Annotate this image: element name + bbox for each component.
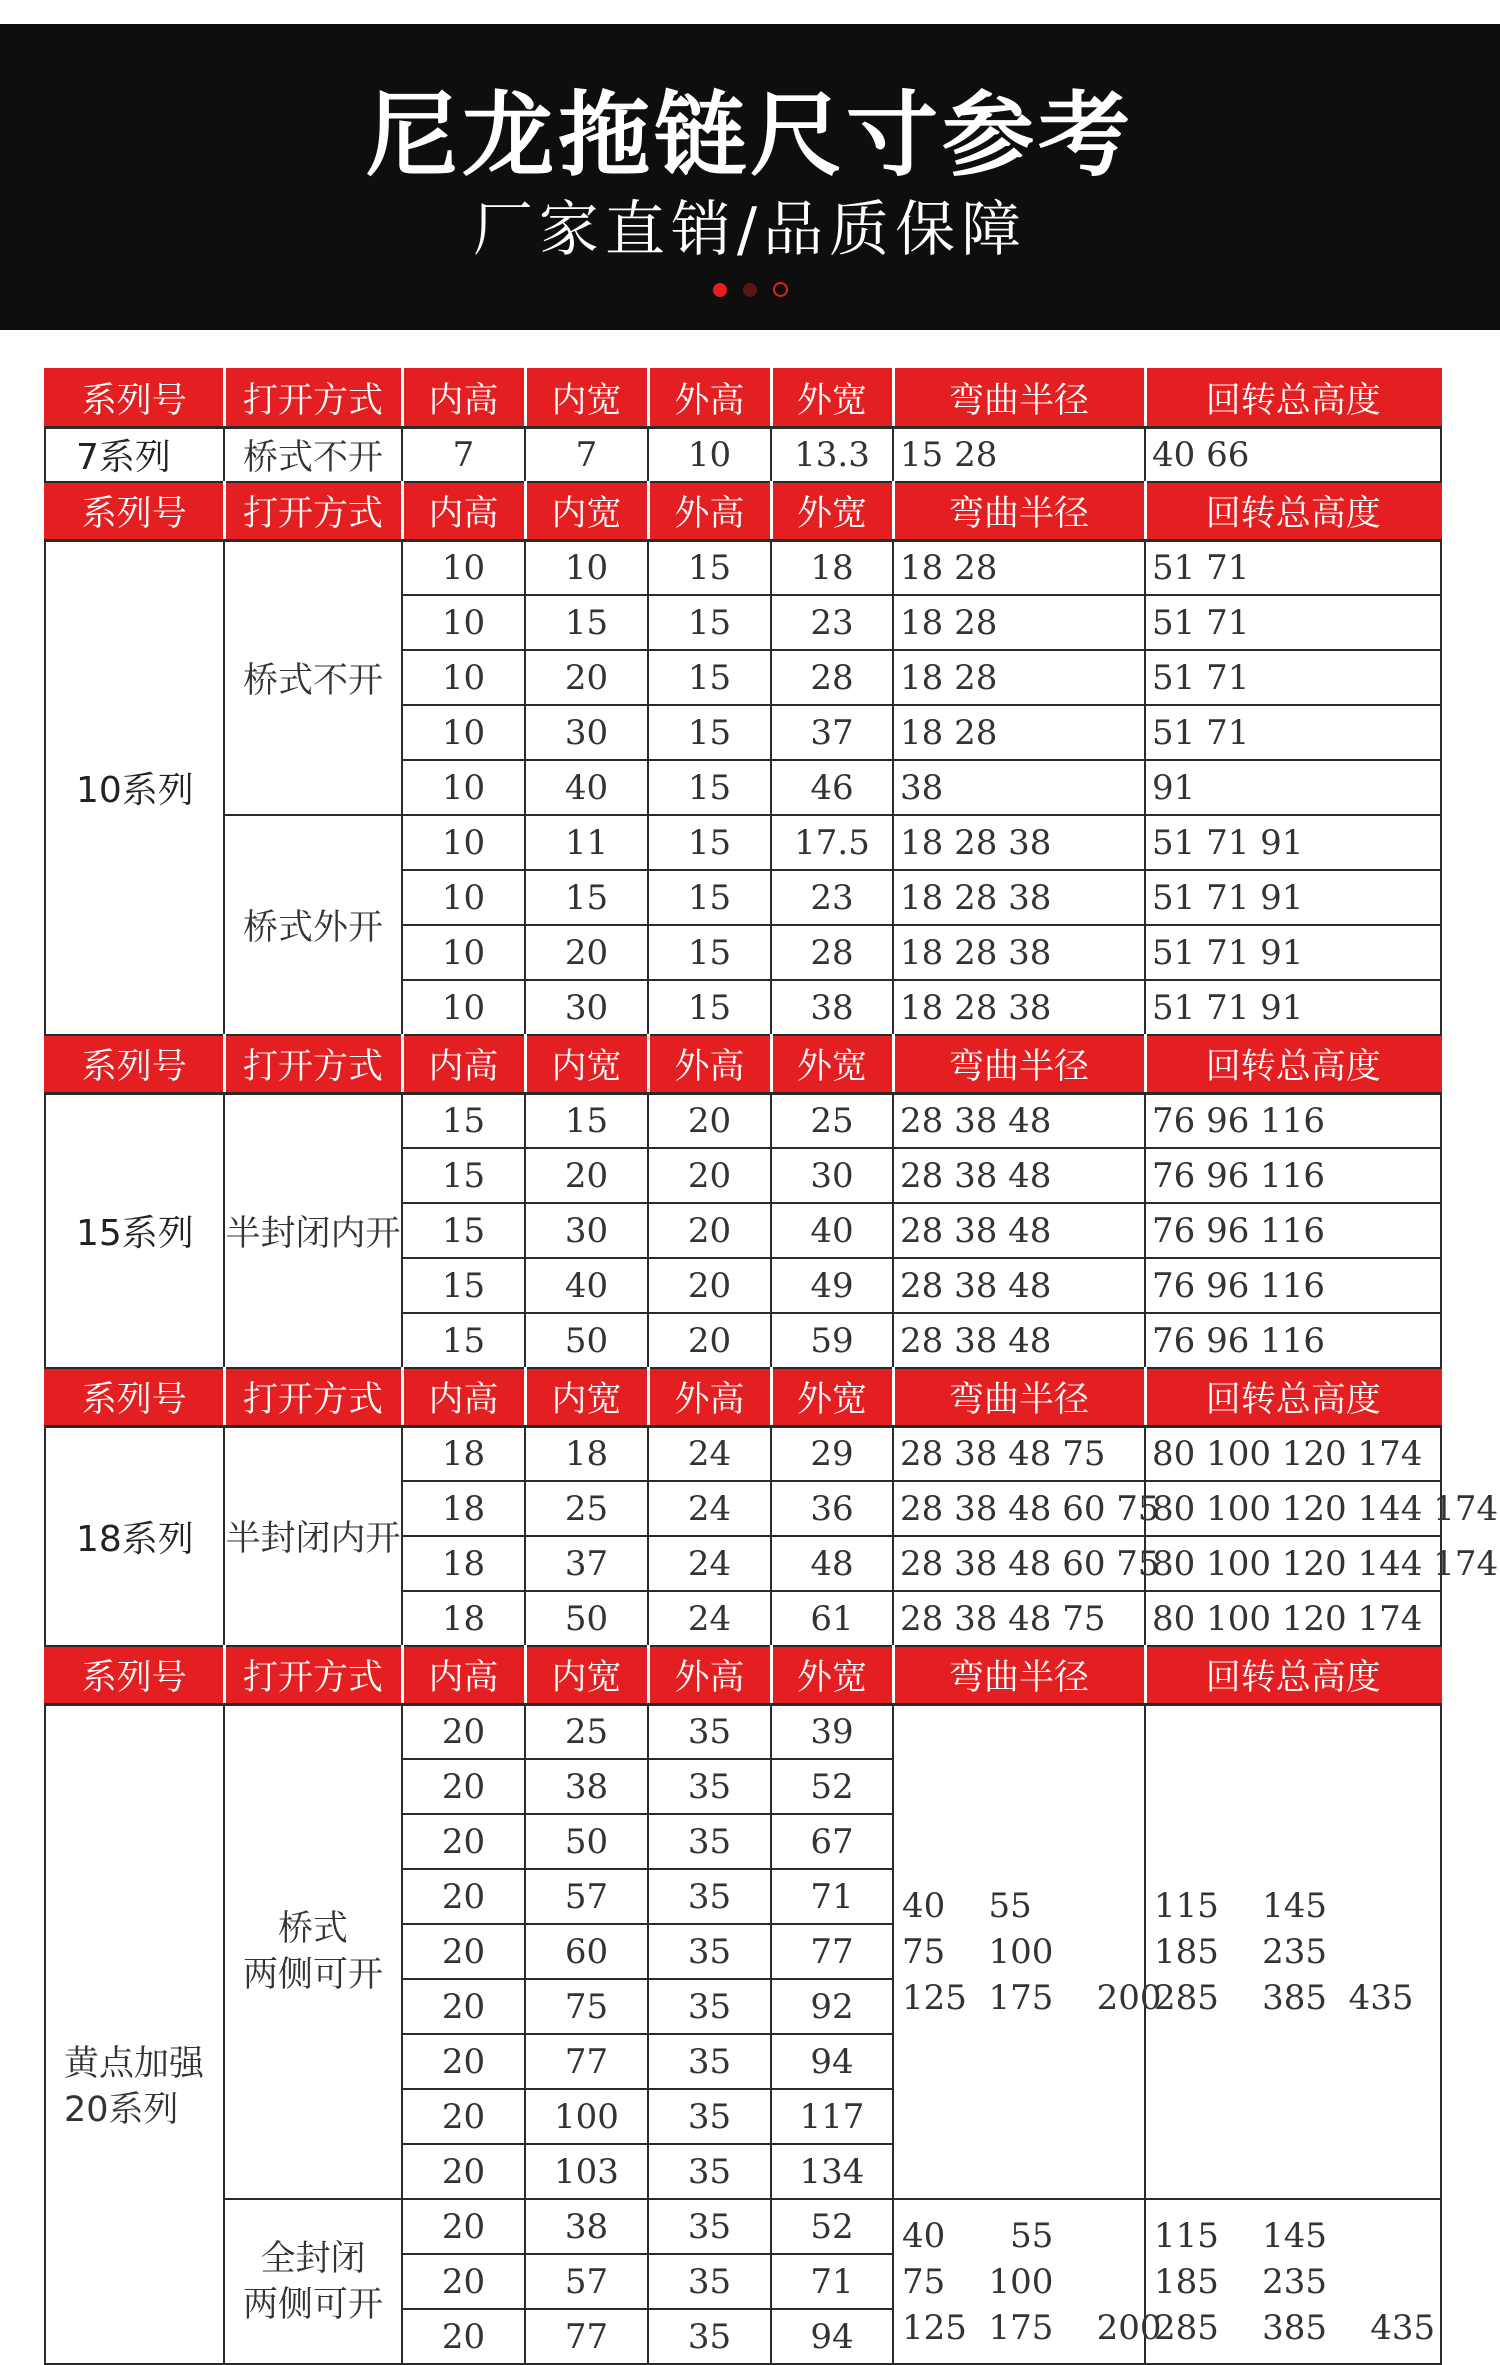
table-cell: 37 [771, 705, 893, 760]
table-cell: 20 [402, 2144, 525, 2199]
table-cell: 40 [525, 1258, 648, 1313]
table-cell: 28 38 48 [893, 1093, 1145, 1148]
column-header: 回转总高度 [1145, 482, 1441, 540]
series-cell: 18系列 [45, 1426, 224, 1646]
table-cell: 23 [771, 595, 893, 650]
table-cell: 10 [402, 650, 525, 705]
column-header: 外高 [648, 369, 771, 427]
table-cell: 23 [771, 870, 893, 925]
table-row [45, 1426, 1441, 1481]
table-cell: 18 28 38 [893, 815, 1145, 870]
table-cell: 20 [525, 925, 648, 980]
table-cell: 11 [525, 815, 648, 870]
table-cell: 10 [525, 540, 648, 595]
table-cell: 28 38 48 [893, 1258, 1145, 1313]
table-cell: 36 [771, 1481, 893, 1536]
table-cell: 10 [402, 760, 525, 815]
column-header: 弯曲半径 [893, 1035, 1145, 1093]
table-cell: 18 28 [893, 650, 1145, 705]
table-cell: 76 96 116 [1145, 1148, 1441, 1203]
table-cell: 91 [1145, 760, 1441, 815]
table-cell: 18 28 38 [893, 870, 1145, 925]
table-cell: 20 [648, 1148, 771, 1203]
table-cell: 28 [771, 925, 893, 980]
table-cell: 30 [525, 705, 648, 760]
table-cell: 10 [402, 925, 525, 980]
header-row [45, 482, 1441, 540]
series-cell: 15系列 [45, 1093, 224, 1368]
table-cell: 15 [648, 705, 771, 760]
table-cell: 17.5 [771, 815, 893, 870]
table-cell: 77 [525, 2034, 648, 2089]
column-header: 内高 [402, 369, 525, 427]
table-cell: 76 96 116 [1145, 1093, 1441, 1148]
table-cell: 15 [525, 1093, 648, 1148]
table-cell: 20 [402, 1979, 525, 2034]
table-cell: 35 [648, 1979, 771, 2034]
page-subtitle: 厂家直销/品质保障 [472, 195, 1028, 265]
table-row [45, 1704, 1441, 1759]
column-header: 外宽 [771, 1035, 893, 1093]
table-cell: 28 38 48 [893, 1203, 1145, 1258]
total-height-cell: 115 145 185 235 285 385 435 [1145, 2199, 1441, 2364]
column-header: 回转总高度 [1145, 369, 1441, 427]
table-cell: 15 [648, 870, 771, 925]
table-cell: 49 [771, 1258, 893, 1313]
spec-table [44, 368, 1499, 2365]
table-row [45, 815, 1441, 870]
table-cell: 52 [771, 2199, 893, 2254]
size-table [44, 368, 1499, 2357]
bend-radius-cell: 40 55 75 100 125 175 200 [893, 1704, 1145, 2199]
table-cell: 7 [525, 427, 648, 482]
page-title: 尼龙拖链尺寸参考 [365, 82, 1134, 189]
column-header: 打开方式 [224, 1035, 402, 1093]
column-header: 打开方式 [224, 1646, 402, 1704]
table-cell: 18 28 [893, 705, 1145, 760]
column-header: 内宽 [525, 1368, 648, 1426]
table-cell: 20 [648, 1313, 771, 1368]
table-cell: 15 [402, 1093, 525, 1148]
column-header: 系列号 [45, 369, 224, 427]
table-cell: 20 [525, 650, 648, 705]
table-cell: 40 [525, 760, 648, 815]
table-cell: 30 [525, 980, 648, 1035]
table-cell: 80 100 120 174 [1145, 1591, 1441, 1646]
table-cell: 10 [648, 427, 771, 482]
column-header: 弯曲半径 [893, 482, 1145, 540]
column-header: 内高 [402, 1035, 525, 1093]
table-cell: 51 71 [1145, 650, 1441, 705]
table-cell: 20 [525, 1148, 648, 1203]
table-cell: 20 [402, 1924, 525, 1979]
column-header: 外高 [648, 482, 771, 540]
table-cell: 20 [402, 1814, 525, 1869]
table-cell: 51 71 [1145, 595, 1441, 650]
table-cell: 28 38 48 [893, 1313, 1145, 1368]
table-cell: 59 [771, 1313, 893, 1368]
table-cell: 15 [402, 1148, 525, 1203]
table-cell: 57 [525, 2254, 648, 2309]
column-header: 打开方式 [224, 369, 402, 427]
table-cell: 37 [525, 1536, 648, 1591]
table-cell: 15 [402, 1313, 525, 1368]
table-cell: 38 [525, 1759, 648, 1814]
header-row [45, 1368, 1441, 1426]
table-cell: 60 [525, 1924, 648, 1979]
column-header: 外宽 [771, 482, 893, 540]
open-type-cell: 桥式 两侧可开 [224, 1704, 402, 2199]
table-cell: 18 [771, 540, 893, 595]
table-cell: 18 28 38 [893, 980, 1145, 1035]
header-banner [0, 24, 1500, 330]
header-row [45, 369, 1441, 427]
table-cell: 24 [648, 1481, 771, 1536]
table-cell: 35 [648, 1814, 771, 1869]
table-cell: 18 28 38 [893, 925, 1145, 980]
table-cell: 25 [771, 1093, 893, 1148]
table-cell: 7 [402, 427, 525, 482]
table-cell: 10 [402, 595, 525, 650]
series-cell: 7系列 [45, 427, 224, 482]
table-cell: 40 66 [1145, 427, 1441, 482]
table-cell: 52 [771, 1759, 893, 1814]
table-cell: 28 [771, 650, 893, 705]
table-cell: 77 [525, 2309, 648, 2364]
total-height-cell: 115 145 185 235 285 385 435 [1145, 1704, 1441, 2199]
table-cell: 10 [402, 980, 525, 1035]
table-cell: 51 71 91 [1145, 815, 1441, 870]
table-cell: 50 [525, 1814, 648, 1869]
column-header: 外宽 [771, 1646, 893, 1704]
table-cell: 20 [402, 2199, 525, 2254]
table-cell: 76 96 116 [1145, 1203, 1441, 1258]
table-cell: 76 96 116 [1145, 1258, 1441, 1313]
table-cell: 18 [402, 1481, 525, 1536]
open-type-cell: 桥式外开 [224, 815, 402, 1035]
table-cell: 15 [402, 1203, 525, 1258]
table-cell: 38 [893, 760, 1145, 815]
column-header: 外宽 [771, 1368, 893, 1426]
column-header: 回转总高度 [1145, 1035, 1441, 1093]
table-cell: 51 71 [1145, 540, 1441, 595]
table-cell: 20 [402, 2089, 525, 2144]
table-cell: 15 [525, 595, 648, 650]
table-cell: 80 100 120 144 174 [1145, 1536, 1441, 1591]
table-cell: 20 [402, 2034, 525, 2089]
table-cell: 15 [648, 980, 771, 1035]
table-cell: 50 [525, 1591, 648, 1646]
table-cell: 39 [771, 1704, 893, 1759]
table-cell: 13.3 [771, 427, 893, 482]
series-cell: 黄点加强 20系列 [45, 1704, 224, 2364]
table-cell: 50 [525, 1313, 648, 1368]
table-cell: 80 100 120 174 [1145, 1426, 1441, 1481]
table-cell: 29 [771, 1426, 893, 1481]
column-header: 系列号 [45, 1035, 224, 1093]
column-header: 内高 [402, 1646, 525, 1704]
open-type-cell: 半封闭内开 [224, 1426, 402, 1646]
table-cell: 15 [402, 1258, 525, 1313]
table-cell: 94 [771, 2034, 893, 2089]
column-header: 系列号 [45, 1368, 224, 1426]
table-cell: 15 [648, 760, 771, 815]
table-cell: 25 [525, 1704, 648, 1759]
table-cell: 46 [771, 760, 893, 815]
table-cell: 92 [771, 1979, 893, 2034]
table-cell: 10 [402, 540, 525, 595]
table-cell: 51 71 [1145, 705, 1441, 760]
open-type-cell: 全封闭 两侧可开 [224, 2199, 402, 2364]
table-row [45, 427, 1441, 482]
table-row [45, 1093, 1441, 1148]
open-type-cell: 桥式不开 [224, 540, 402, 815]
table-cell: 30 [771, 1148, 893, 1203]
table-cell: 57 [525, 1869, 648, 1924]
table-cell: 18 [402, 1591, 525, 1646]
table-cell: 80 100 120 144 174 [1145, 1481, 1441, 1536]
table-cell: 35 [648, 2309, 771, 2364]
table-row [45, 2199, 1441, 2254]
column-header: 外高 [648, 1646, 771, 1704]
table-row [45, 540, 1441, 595]
bend-radius-cell: 40 55 75 100 125 175 200 [893, 2199, 1145, 2364]
table-cell: 15 [648, 595, 771, 650]
table-cell: 134 [771, 2144, 893, 2199]
table-cell: 24 [648, 1536, 771, 1591]
column-header: 打开方式 [224, 1368, 402, 1426]
header-row [45, 1646, 1441, 1704]
table-cell: 18 [402, 1426, 525, 1481]
column-header: 弯曲半径 [893, 1368, 1145, 1426]
table-cell: 10 [402, 705, 525, 760]
column-header: 外高 [648, 1368, 771, 1426]
carousel-dot-2[interactable] [743, 283, 757, 297]
column-header: 内高 [402, 482, 525, 540]
table-cell: 35 [648, 2254, 771, 2309]
table-cell: 38 [525, 2199, 648, 2254]
table-cell: 15 [648, 925, 771, 980]
column-header: 外高 [648, 1035, 771, 1093]
table-cell: 15 [648, 540, 771, 595]
table-cell: 20 [402, 1704, 525, 1759]
table-cell: 28 38 48 60 75 [893, 1481, 1145, 1536]
table-cell: 28 38 48 60 75 [893, 1536, 1145, 1591]
table-cell: 15 [525, 870, 648, 925]
column-header: 内宽 [525, 1646, 648, 1704]
table-cell: 18 [402, 1536, 525, 1591]
table-cell: 18 28 [893, 595, 1145, 650]
header-row [45, 1035, 1441, 1093]
table-cell: 35 [648, 1759, 771, 1814]
table-cell: 35 [648, 2089, 771, 2144]
column-header: 外宽 [771, 369, 893, 427]
column-header: 内宽 [525, 369, 648, 427]
table-cell: 35 [648, 2034, 771, 2089]
column-header: 弯曲半径 [893, 369, 1145, 427]
table-cell: 100 [525, 2089, 648, 2144]
table-cell: 24 [648, 1426, 771, 1481]
carousel-indicator[interactable] [0, 279, 1500, 298]
table-cell: 67 [771, 1814, 893, 1869]
column-header: 弯曲半径 [893, 1646, 1145, 1704]
table-cell: 15 [648, 815, 771, 870]
table-cell: 35 [648, 2144, 771, 2199]
table-cell: 117 [771, 2089, 893, 2144]
table-cell: 24 [648, 1591, 771, 1646]
table-cell: 18 [525, 1426, 648, 1481]
table-cell: 20 [648, 1258, 771, 1313]
table-cell: 10 [402, 815, 525, 870]
table-cell: 71 [771, 1869, 893, 1924]
carousel-dot-1[interactable] [713, 283, 727, 297]
column-header: 内高 [402, 1368, 525, 1426]
table-cell: 40 [771, 1203, 893, 1258]
table-cell: 77 [771, 1924, 893, 1979]
column-header: 系列号 [45, 482, 224, 540]
table-cell: 103 [525, 2144, 648, 2199]
table-cell: 30 [525, 1203, 648, 1258]
table-cell: 20 [402, 2254, 525, 2309]
table-cell: 51 71 91 [1145, 925, 1441, 980]
carousel-dot-3[interactable] [773, 282, 788, 297]
table-cell: 51 71 91 [1145, 870, 1441, 925]
table-cell: 35 [648, 2199, 771, 2254]
open-type-cell: 桥式不开 [224, 427, 402, 482]
table-cell: 25 [525, 1481, 648, 1536]
table-cell: 71 [771, 2254, 893, 2309]
table-cell: 76 96 116 [1145, 1313, 1441, 1368]
table-cell: 35 [648, 1869, 771, 1924]
open-type-cell: 半封闭内开 [224, 1093, 402, 1368]
column-header: 打开方式 [224, 482, 402, 540]
series-cell: 10系列 [45, 540, 224, 1035]
table-cell: 10 [402, 870, 525, 925]
column-header: 回转总高度 [1145, 1646, 1441, 1704]
table-cell: 28 38 48 [893, 1148, 1145, 1203]
table-cell: 18 28 [893, 540, 1145, 595]
table-cell: 20 [648, 1093, 771, 1148]
table-cell: 20 [402, 1869, 525, 1924]
table-cell: 35 [648, 1924, 771, 1979]
column-header: 系列号 [45, 1646, 224, 1704]
column-header: 内宽 [525, 1035, 648, 1093]
table-cell: 20 [402, 1759, 525, 1814]
table-cell: 20 [648, 1203, 771, 1258]
table-cell: 48 [771, 1536, 893, 1591]
table-cell: 51 71 91 [1145, 980, 1441, 1035]
table-cell: 75 [525, 1979, 648, 2034]
table-cell: 35 [648, 1704, 771, 1759]
table-cell: 20 [402, 2309, 525, 2364]
table-cell: 94 [771, 2309, 893, 2364]
table-cell: 61 [771, 1591, 893, 1646]
table-cell: 28 38 48 75 [893, 1426, 1145, 1481]
table-cell: 38 [771, 980, 893, 1035]
table-cell: 15 28 [893, 427, 1145, 482]
table-cell: 15 [648, 650, 771, 705]
table-cell: 28 38 48 75 [893, 1591, 1145, 1646]
column-header: 回转总高度 [1145, 1368, 1441, 1426]
column-header: 内宽 [525, 482, 648, 540]
